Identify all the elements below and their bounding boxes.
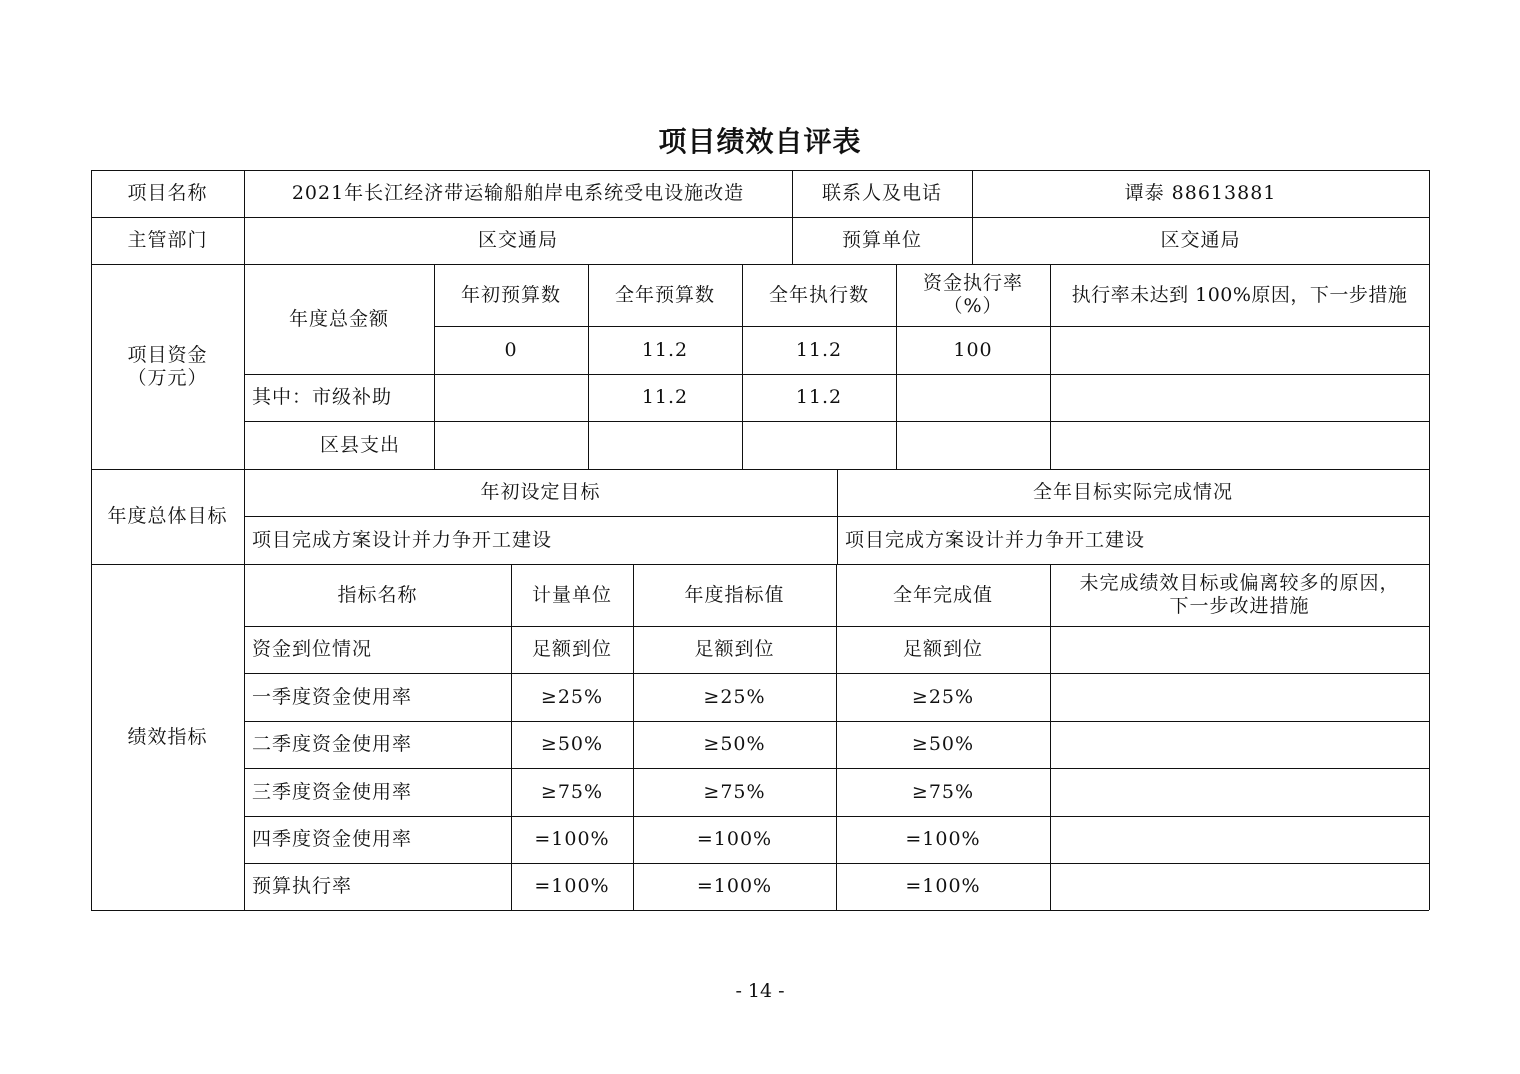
indicators-section-label: 绩效指标 — [127, 725, 208, 748]
indicator-unit: ≥75% — [540, 780, 604, 803]
header-indicator-reason — [1050, 564, 1429, 626]
page-title: 项目绩效自评表 — [658, 125, 862, 158]
header-reason: 执行率未达到 100%原因，下一步措施 — [1071, 283, 1408, 306]
city-full-year: 11.2 — [641, 386, 689, 408]
indicator-reason — [1050, 816, 1429, 863]
dept-value: 区交通局 — [477, 229, 558, 251]
county-executed — [742, 421, 896, 469]
county-initial — [434, 421, 588, 469]
goals-initial-value: 项目完成方案设计并力争开工建设 — [252, 528, 553, 551]
total-full-year: 11.2 — [641, 338, 689, 361]
goals-section-label: 年度总体目标 — [107, 505, 228, 527]
indicator-target: =100% — [696, 875, 773, 897]
indicator-target: ≥25% — [703, 685, 766, 708]
header-exec-rate-line2: （%） — [943, 295, 1003, 317]
funds-label: 项目资金 — [127, 343, 208, 366]
indicator-actual: ≥50% — [911, 733, 975, 755]
header-indicator-reason-line2: 下一步改进措施 — [1169, 595, 1310, 617]
indicator-target: 足额到位 — [694, 638, 775, 660]
county-reason — [1050, 421, 1429, 469]
total-initial: 0 — [504, 338, 518, 361]
header-initial-budget: 年初预算数 — [460, 283, 561, 306]
indicator-unit: =100% — [534, 828, 610, 850]
header-exec-rate-line1: 资金执行率 — [922, 272, 1023, 294]
project-name-label: 项目名称 — [127, 182, 208, 204]
contact-label: 联系人及电话 — [821, 182, 942, 204]
indicator-actual: =100% — [905, 828, 981, 850]
header-indicator-reason-line1: 未完成绩效目标或偏离较多的原因， — [1079, 572, 1400, 594]
header-full-year-budget: 全年预算数 — [614, 283, 715, 306]
indicator-target: ≥75% — [703, 780, 766, 803]
indicator-reason — [1050, 768, 1429, 816]
contact-value: 谭泰 88613881 — [1124, 182, 1277, 204]
total-rate: 100 — [953, 338, 993, 361]
indicator-actual: =100% — [905, 875, 981, 897]
indicator-unit: ≥50% — [540, 733, 604, 755]
city-subsidy-label: 其中：市级补助 — [252, 386, 393, 408]
header-executed: 全年执行数 — [768, 283, 869, 306]
city-initial — [434, 374, 588, 421]
indicator-name: 二季度资金使用率 — [252, 733, 413, 755]
project-name: 2021年长江经济带运输船舶岸电系统受电设施改造 — [291, 182, 745, 204]
goals-actual-header: 全年目标实际完成情况 — [1032, 481, 1233, 503]
indicator-reason — [1050, 721, 1429, 768]
indicator-name: 资金到位情况 — [252, 638, 373, 660]
annual-total-label: 年度总金额 — [288, 307, 389, 330]
indicator-reason — [1050, 626, 1429, 673]
indicator-actual: 足额到位 — [902, 638, 983, 660]
indicator-name: 一季度资金使用率 — [252, 685, 413, 708]
indicator-name: 预算执行率 — [252, 875, 353, 897]
indicator-name: 四季度资金使用率 — [252, 828, 413, 850]
total-reason — [1050, 326, 1429, 374]
county-expense-label: 区县支出 — [319, 433, 400, 456]
city-reason — [1050, 374, 1429, 421]
indicator-unit: =100% — [534, 875, 610, 897]
budget-unit-value: 区交通局 — [1160, 229, 1241, 251]
indicator-reason — [1050, 673, 1429, 721]
city-rate — [896, 374, 1050, 421]
header-indicator-name: 指标名称 — [337, 583, 418, 606]
indicator-target: =100% — [696, 828, 773, 850]
header-indicator-target: 年度指标值 — [684, 583, 785, 606]
header-indicator-unit: 计量单位 — [531, 583, 612, 606]
indicator-unit: ≥25% — [540, 685, 604, 708]
page-number: - 14 - — [735, 980, 785, 1002]
goals-initial-header: 年初设定目标 — [480, 481, 601, 503]
funds-section-label — [91, 264, 244, 469]
indicator-reason — [1050, 863, 1429, 910]
indicator-name: 三季度资金使用率 — [252, 780, 413, 803]
budget-unit-label: 预算单位 — [841, 229, 922, 251]
dept-label: 主管部门 — [127, 229, 208, 251]
city-executed: 11.2 — [795, 386, 843, 408]
indicator-target: ≥50% — [703, 733, 766, 755]
total-executed: 11.2 — [795, 338, 843, 361]
indicator-unit: 足额到位 — [531, 638, 612, 660]
indicator-actual: ≥25% — [911, 685, 975, 708]
indicator-actual: ≥75% — [911, 780, 975, 803]
header-exec-rate — [896, 264, 1050, 326]
header-indicator-actual: 全年完成值 — [892, 583, 993, 606]
county-rate — [896, 421, 1050, 469]
goals-actual-value: 项目完成方案设计并力争开工建设 — [845, 528, 1146, 551]
county-full-year — [588, 421, 742, 469]
funds-unit: （万元） — [127, 366, 208, 389]
